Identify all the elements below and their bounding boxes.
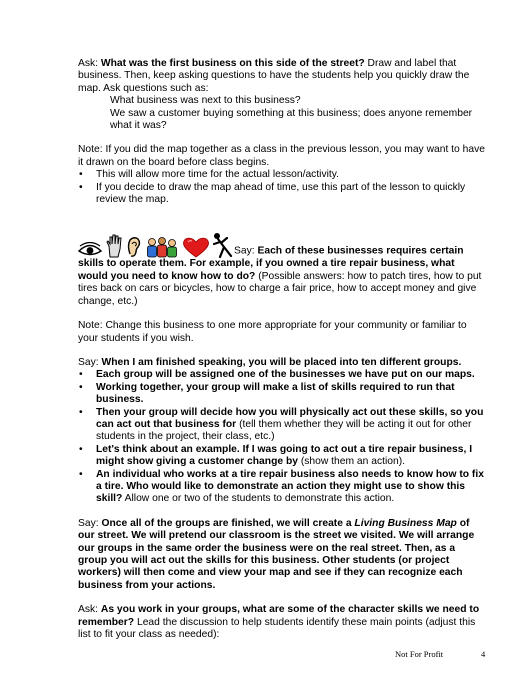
ask-question: As you work in your groups, what are some of the character skills we need to remember? [78, 604, 480, 628]
say-label: Say: [78, 517, 99, 529]
say-paragraph-1 [78, 232, 486, 308]
document-page [78, 58, 486, 641]
note-bullet-2: • If you decide to draw the map ahead of time, use this part of the lesson to quickly review the map. [78, 182, 486, 207]
living-business-map-term: Living Business Map [354, 517, 457, 529]
instruction-bullet-4: • Let's think about an example. If I was going to act out a tire repair business, I might show giving a customer change by (show them an action). [78, 444, 486, 469]
ask-label: Ask: [78, 58, 99, 69]
say-paragraph-3: Say: Once all of the groups are finished, we will create a Living Business Map of our street. We will pretend our classroom is the street we visited. We will arrange our groups in the same order the business were on the real street. Then, as a group you will act out the skills for this business. Other students (or project workers) will then come and view your map and see if they can recognize each business from your actions. [78, 517, 475, 591]
hand-icon [105, 234, 123, 258]
say-possible-answers: (Possible answers: how to patch tires, how to put tires back on cars or bicycles, how to charge a fair price, how to accept money and give change, etc.) [78, 270, 482, 307]
ask-question: What was the first business on this side of the street? [100, 58, 365, 69]
ask-instructions: Lead the discussion to help students identify these main points (adjust this list to fit your class as needed): [78, 616, 476, 641]
say-label: Say: [234, 246, 255, 258]
example-question-1: What business was next to this business? [110, 95, 301, 107]
character-icons [78, 232, 233, 258]
ask-paragraph-2 [78, 604, 486, 641]
group-instructions-list [78, 369, 486, 505]
say-bold-text: When I am finished speaking, you will be placed into ten different groups. [101, 356, 462, 368]
page-footer [395, 648, 495, 660]
page-number: 4 [481, 649, 486, 659]
ask-label: Ask: [78, 604, 99, 616]
people-icon [145, 236, 179, 258]
note-bullet-list [78, 169, 486, 206]
ask-instructions: Draw and label that business. Then, keep asking questions to have the students help you quickly draw the map. Ask questions such as: [78, 58, 470, 94]
instruction-bullet-3: • Then your group will decide how you will physically act out these skills, so you can act out that business for (tell them whether they will be acting it out for other students in the project, their class, etc.) [78, 407, 486, 444]
say-label: Say: [78, 356, 99, 368]
instruction-bullet-2: • Working together, your group will make a list of skills required to run that business. [78, 382, 486, 407]
instruction-bullet-1: • Each group will be assigned one of the businesses we have put on our maps. [78, 369, 486, 381]
instruction-bullet-5: • An individual who works at a tire repair business also needs to know how to fix a tire. Who would like to demonstrate an action they might use to show this skill? Allow one or two of the students to demonstrate this action. [78, 469, 486, 506]
say-paragraph-2 [78, 357, 486, 369]
note-paragraph-2: Note: Change this business to one more appropriate for your community or familiar to your students if you wish. [78, 320, 467, 344]
ask-paragraph-1 [78, 58, 486, 95]
heart-icon [182, 236, 210, 258]
example-question-2: We saw a customer buying something at this business; does anyone remember what it was? [110, 107, 473, 132]
note-paragraph-1: Note: If you did the map together as a class in the previous lesson, you may want to have it drawn on the board before class begins. [78, 144, 485, 168]
say-bold-text: Each of these businesses requires certain skills to operate them. For example, if you owned a tire repair business, what would you need to know how to do? [78, 246, 464, 282]
note-bullet-1: • This will allow more time for the actual lesson/activity. [78, 169, 486, 181]
eye-icon [78, 242, 102, 258]
stretch-figure-icon [213, 232, 233, 258]
ear-icon [126, 236, 142, 258]
footer-text: Not For Profit [395, 649, 444, 659]
